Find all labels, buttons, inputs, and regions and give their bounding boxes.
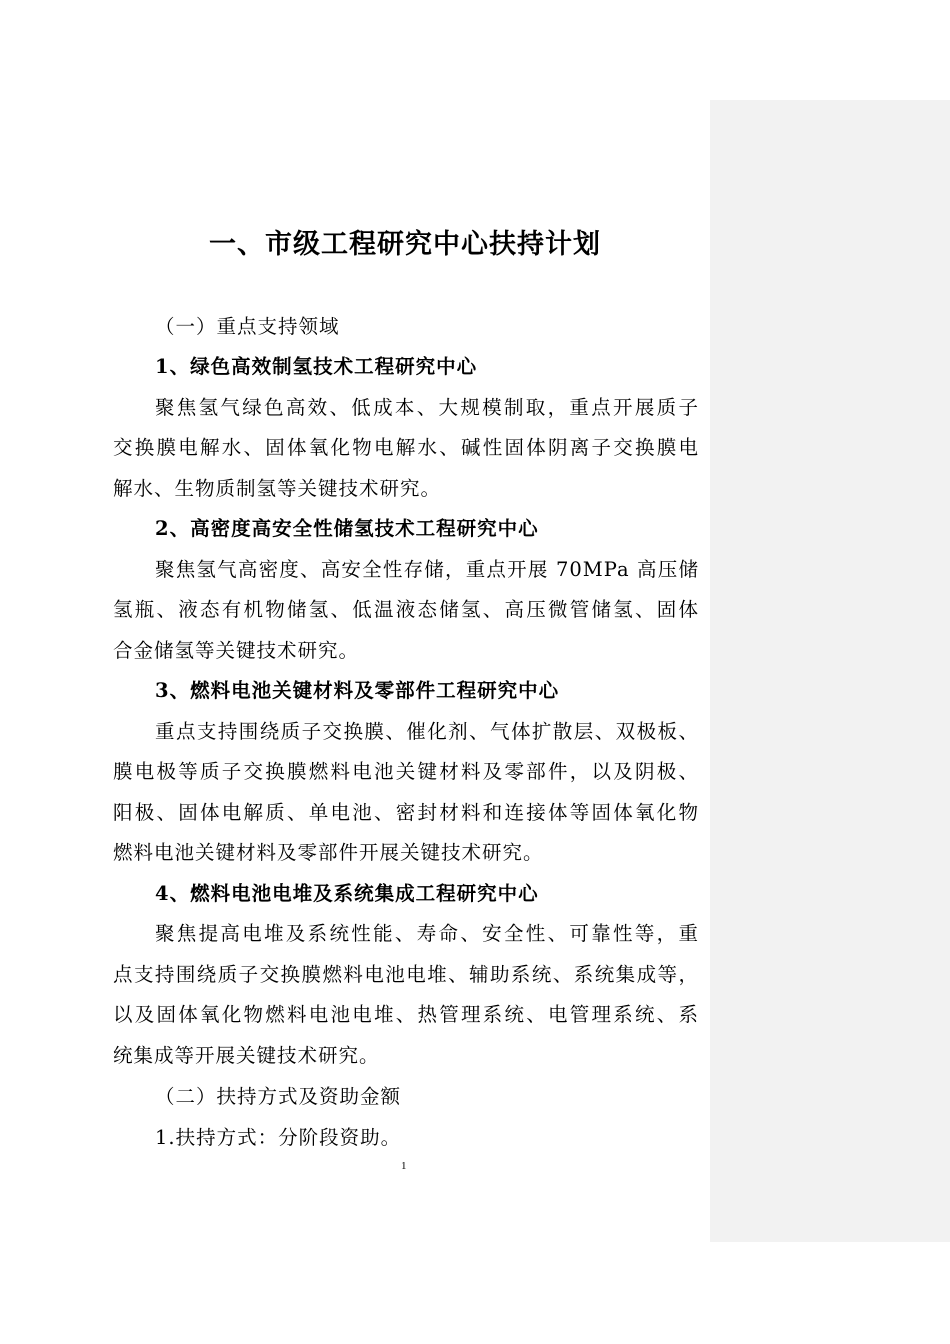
- paragraph-line: 解水、生物质制氢等关键技术研究。: [113, 477, 442, 500]
- paragraph-line: 合金储氢等关键技术研究。: [113, 639, 360, 662]
- subsection-heading-2: 2、高密度高安全性储氢技术工程研究中心: [155, 517, 539, 540]
- paragraph-line: 聚焦氢气绿色高效、低成本、大规模制取，重点开展质子: [155, 396, 699, 419]
- section-heading-1: （一）重点支持领域: [155, 315, 340, 338]
- subsection-heading-1: 1、绿色高效制氢技术工程研究中心: [155, 355, 478, 378]
- paragraph-line: 统集成等开展关键技术研究。: [113, 1044, 380, 1067]
- subsection-heading-4: 4、燃料电池电堆及系统集成工程研究中心: [155, 882, 539, 905]
- page-title: 一、市级工程研究中心扶持计划: [209, 229, 601, 260]
- paragraph-line: 聚焦氢气高密度、高安全性存储，重点开展 70MPa 高压储: [155, 558, 699, 581]
- paragraph-line: 点支持围绕质子交换膜燃料电池电堆、辅助系统、系统集成等，: [113, 963, 699, 986]
- paragraph-line: 以及固体氧化物燃料电池电堆、热管理系统、电管理系统、系: [113, 1003, 699, 1026]
- subsection-heading-3: 3、燃料电池关键材料及零部件工程研究中心: [155, 679, 560, 702]
- section-heading-2: （二）扶持方式及资助金额: [155, 1085, 402, 1108]
- page-number: 1: [401, 1160, 407, 1172]
- paragraph-line: 燃料电池关键材料及零部件开展关键技术研究。: [113, 841, 544, 864]
- comment-pane: [710, 100, 950, 1242]
- paragraph-line: 膜电极等质子交换膜燃料电池关键材料及零部件，以及阴极、: [113, 760, 699, 783]
- paragraph-line: 阳极、固体电解质、单电池、密封材料和连接体等固体氧化物: [113, 801, 699, 824]
- paragraph-line: 聚焦提高电堆及系统性能、寿命、安全性、可靠性等，重: [155, 922, 699, 945]
- paragraph-line: 重点支持围绕质子交换膜、催化剂、气体扩散层、双极板、: [155, 720, 699, 743]
- paragraph-line: 1.扶持方式：分阶段资助。: [155, 1126, 402, 1149]
- paragraph-line: 氢瓶、液态有机物储氢、低温液态储氢、高压微管储氢、固体: [113, 598, 699, 621]
- paragraph-line: 交换膜电解水、固体氧化物电解水、碱性固体阴离子交换膜电: [113, 436, 699, 459]
